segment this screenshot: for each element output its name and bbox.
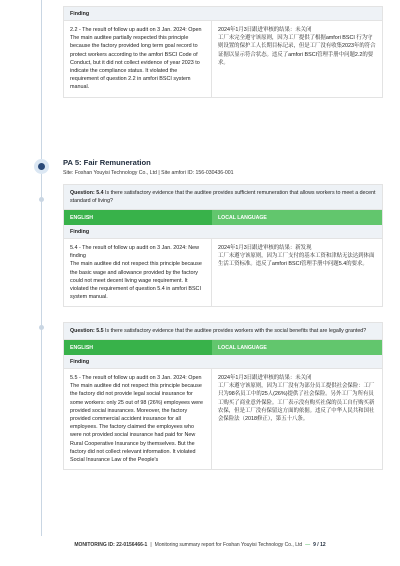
question-text: Is there satisfactory evidence that the auditee provides sufficient remuneration that allows workers to meet a decent standard of living? (70, 190, 376, 204)
finding-label: Finding (64, 225, 382, 239)
finding-label: Finding (64, 7, 382, 21)
question-text: Is there satisfactory evidence that the auditee provides workers with the social benefits that are legally granted? (103, 328, 367, 334)
timeline-line (41, 0, 42, 536)
question-number: Question: 5.5 (70, 328, 104, 334)
col-english: ENGLISH (70, 345, 94, 351)
timeline-small-dot (39, 197, 44, 202)
section-title: PA 5: Fair Remuneration (63, 158, 151, 167)
col-local-language: LOCAL LANGUAGE (212, 340, 382, 355)
site-info: Site: Foshan Youyisi Technology Co., Ltd | Site amfori ID: 156-030436-001 (63, 170, 234, 176)
monitoring-id: MONITORING ID: 22-0156466-1 (74, 542, 148, 548)
finding-row (64, 21, 382, 97)
footer-summary: Monitoring summary report for Foshan Youyisi Technology Co., Ltd (154, 542, 303, 548)
finding-local-text: 2024年1月3日跟进审核的结果：未关闭 工厂未完全遵守该原则，因为工厂提供了根据amfori BSCI 行为守则设置的保护工人长期目标记录，但是工厂没有收集2023年的符合证据以显示符合状态。违反了amfori BSCI管理手册中问题2.2的要求。 (218, 27, 376, 66)
page-footer (0, 538, 400, 552)
footer-dash: — (305, 542, 311, 548)
finding-english-text: 5.4 - The result of follow up audit on 3 Jan. 2024: New finding The main auditee did not respect this principle because the basic wage and allowance provided by the factory could not meet decent living wage requirement. It violated the requirement of question 5.4 in amfori BSCI system manual. (64, 239, 212, 306)
finding-local-text: 2024年1月3日跟进审核的结果：新发现 工厂未遵守该原则，因为工厂支付的基本工资和津贴无法达到体面生活工资标准。违反了amfori BSCI管理手册中问题5.4的要求。 (218, 245, 375, 268)
finding-english-text: 2.2 - The result of follow up audit on 3 Jan. 2024: Open The main auditee partially respected this principle because the factory provided long term goal record to protect workers according to the amfori BSCI Code of Conduct, but it did not collect evidence of year 2023 to indicate the compliance status. It violated the requirement of question 2.2 in amfori BSCI system manual. (64, 21, 212, 97)
question-card-5-5 (63, 322, 383, 470)
page-number: 9 / 12 (313, 542, 326, 548)
finding-label: Finding (64, 355, 382, 369)
footer-separator: | (150, 542, 152, 548)
question-card-5-4 (63, 184, 383, 307)
col-local-language: LOCAL LANGUAGE (212, 210, 382, 225)
col-english: ENGLISH (70, 215, 94, 221)
timeline-dot-center (38, 163, 45, 170)
question-header (64, 323, 382, 340)
question-number: Question: 5.4 (70, 190, 104, 196)
question-header (64, 185, 382, 210)
language-header (64, 210, 382, 225)
finding-english-text: 5.5 - The result of follow up audit on 3 Jan. 2024: Open The main auditee did not respect this principle because the factory did not provide legal social insurance for some workers: only 25 out of 98 (26%) employees were provided social insurances. Moreover, the factory provided commercial accident insurance for all employees. The factory claimed the employees who were not provided social insurance had paid for New Rural Cooperative Insurance by themselves. But the factory did not collect relevant information. It violated Social Insurance Law of the People's (64, 369, 212, 469)
timeline-small-dot (39, 325, 44, 330)
finding-card-2-2 (63, 6, 383, 98)
finding-row (64, 239, 382, 306)
finding-local-text: 2024年1月3日跟进审核的结果：未关闭 工厂未遵守该原则，因为工厂没有为部分员工提供社会保险：工厂只为98名员工中的25人(26%)提供了社会保险。另外工厂为所有员工购买了商业意外保险。工厂表示没有购买社保的员工自行购买新农保，但是工厂没有保留这方面的依据。违反了中华人民共和国社会保险法（2018修正），第五十八条。 (218, 375, 375, 423)
finding-row (64, 369, 382, 469)
language-header (64, 340, 382, 355)
